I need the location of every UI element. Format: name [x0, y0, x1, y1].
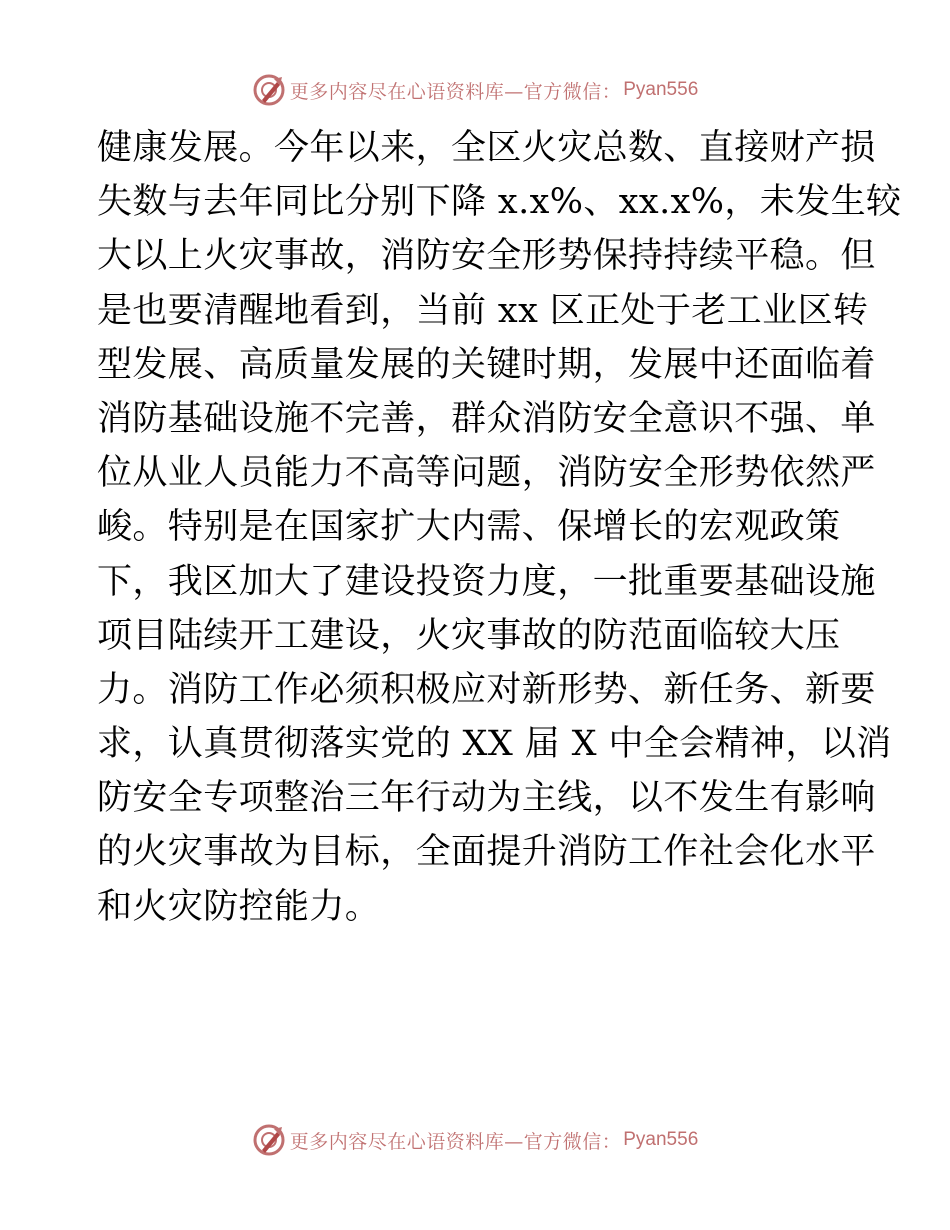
- body-line: 的火灾事故为目标，全面提升消防工作社会化水平: [97, 832, 876, 873]
- body-line: 峻。特别是在国家扩大内需、保增长的宏观政策: [97, 507, 841, 548]
- body-line: 力。消防工作必须积极应对新形势、新任务、新要: [97, 669, 876, 710]
- body-line: 失数与去年同比分别下降 x.x%、xx.x%，未发生较: [97, 182, 902, 223]
- brand-logo-icon: [252, 73, 286, 107]
- body-line: 大以上火灾事故，消防安全形势保持持续平稳。但: [97, 236, 876, 277]
- body-line: 防安全专项整治三年行动为主线，以不发生有影响: [97, 778, 876, 819]
- body-line: 求，认真贯彻落实党的 XX 届 X 中全会精神，以消: [97, 724, 892, 765]
- footer-banner-text: 更多内容尽在心语资料库—官方微信：: [289, 1130, 622, 1153]
- body-line: 下，我区加大了建设投资力度，一批重要基础设施: [97, 561, 876, 602]
- header-banner-text: 更多内容尽在心语资料库—官方微信：: [289, 80, 622, 103]
- brand-logo-icon: [252, 1123, 286, 1157]
- document-body: [97, 121, 902, 934]
- header-banner: [0, 72, 950, 108]
- body-line: 型发展、高质量发展的关键时期，发展中还面临着: [97, 344, 876, 385]
- footer-banner-account: Pyan556: [623, 1129, 699, 1150]
- body-line: 消防基础设施不完善，群众消防安全意识不强、单: [97, 398, 876, 439]
- header-banner-account: Pyan556: [623, 79, 699, 100]
- body-line: 和火灾防控能力。: [97, 886, 381, 927]
- body-line: 项目陆续开工建设，火灾事故的防范面临较大压: [97, 615, 841, 656]
- body-line: 健康发展。今年以来，全区火灾总数、直接财产损: [97, 128, 876, 168]
- body-line: 是也要清醒地看到，当前 xx 区正处于老工业区转: [97, 290, 869, 331]
- footer-banner: [0, 1122, 950, 1158]
- body-line: 位从业人员能力不高等问题，消防安全形势依然严: [97, 453, 876, 494]
